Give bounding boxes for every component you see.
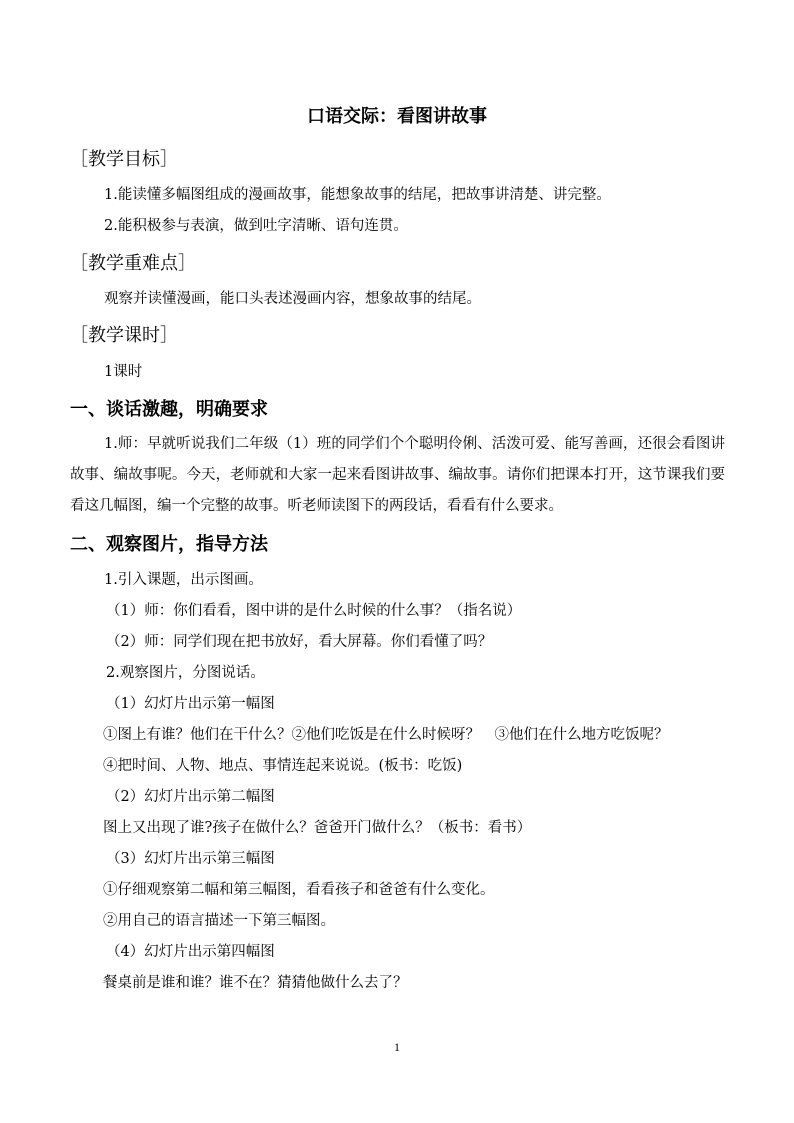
part2-line: ①图上有谁？他们在干什么？②他们吃饭是在什么时候呀？ ③他们在什么地方吃饭呢？ bbox=[103, 727, 669, 743]
goal-item-1: 1.能读懂多幅图组成的漫画故事，能想象故事的结尾，把故事讲清楚、讲完整。 bbox=[104, 187, 611, 203]
page-title: 口语交际：看图讲故事 bbox=[307, 106, 487, 127]
hours-text: 1课时 bbox=[104, 364, 143, 380]
part2-line: 图上又出现了谁?孩子在做什么？爸爸开门做什么？（板书：看书） bbox=[103, 820, 532, 836]
part2-line: ④把时间、人物、地点、事情连起来说说。(板书：吃饭) bbox=[103, 758, 463, 774]
section-heading-goals: ［教学目标］ bbox=[70, 149, 178, 170]
part2-line: （2）幻灯片出示第二幅图 bbox=[106, 789, 275, 805]
part2-line: ②用自己的语言描述一下第三幅图。 bbox=[103, 913, 335, 929]
section-heading-part1: 一、谈话激趣，明确要求 bbox=[70, 399, 268, 420]
part2-line: ①仔细观察第二幅和第三幅图，看看孩子和爸爸有什么变化。 bbox=[103, 882, 495, 898]
part2-line: （3）幻灯片出示第三幅图 bbox=[106, 851, 275, 867]
page-number: 1 bbox=[394, 1040, 400, 1054]
part2-line: （4）幻灯片出示第四幅图 bbox=[106, 944, 275, 960]
section-heading-part2: 二、观察图片，指导方法 bbox=[70, 534, 268, 555]
section-heading-hours: ［教学课时］ bbox=[70, 325, 178, 346]
part2-line: 2.观察图片，分图说话。 bbox=[106, 665, 265, 681]
part2-line: （1）幻灯片出示第一幅图 bbox=[106, 696, 275, 712]
key-points-text: 观察并读懂漫画，能口头表述漫画内容，想象故事的结尾。 bbox=[104, 291, 481, 307]
part2-line: 1.引入课题，出示图画。 bbox=[104, 572, 263, 588]
section-heading-key-points: ［教学重难点］ bbox=[70, 253, 196, 274]
part2-line: （1）师：你们看看，图中讲的是什么时候的什么事？（指名说） bbox=[106, 603, 522, 619]
goal-item-2: 2.能积极参与表演，做到吐字清晰、语句连贯。 bbox=[104, 218, 408, 234]
part2-line: （2）师：同学们现在把书放好，看大屏幕。你们看懂了吗？ bbox=[106, 634, 493, 650]
part1-paragraph: 1.师：早就听说我们二年级（1）班的同学们个个聪明伶俐、活泼可爱、能写善画，还很会看图讲故事、编故事呢。今天，老师就和大家一起来看图讲故事、编故事。请你们把课本打开，这节课我们要看这几幅图，编一个完整的故事。听老师读图下的两段话，看看有什么要求。 bbox=[70, 436, 725, 514]
part2-line: 餐桌前是谁和谁？谁不在？猜猜他做什么去了？ bbox=[103, 975, 408, 991]
